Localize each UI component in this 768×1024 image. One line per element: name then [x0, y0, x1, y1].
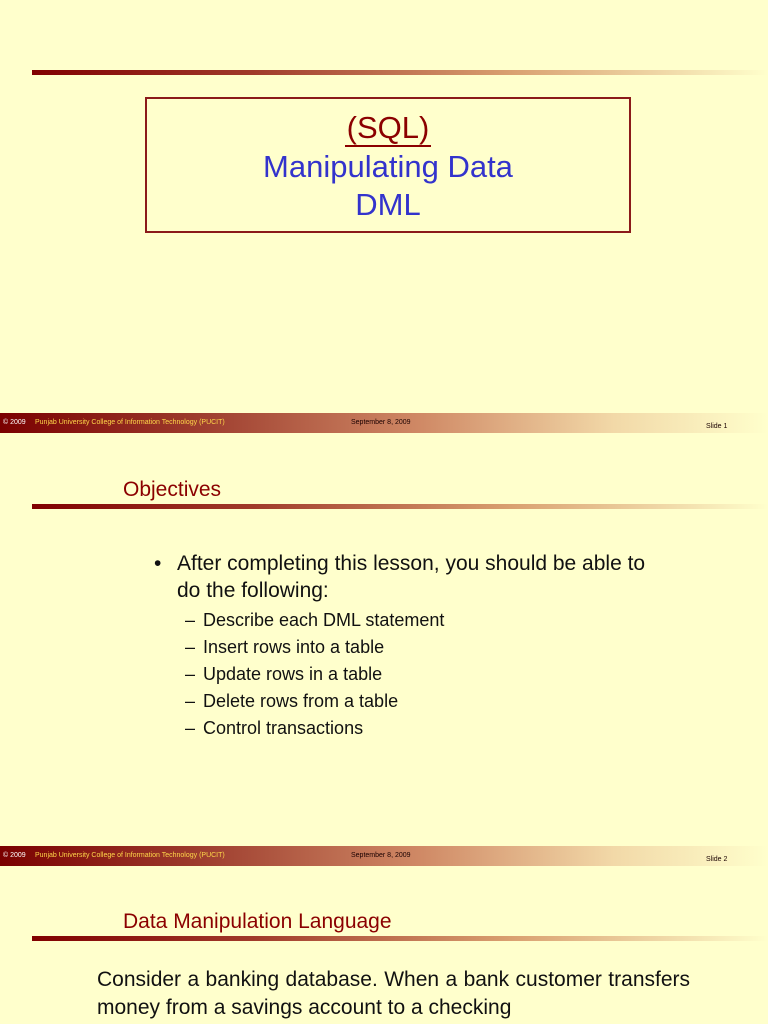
bullet-dot-icon: • [154, 552, 162, 575]
list-item-text: Delete rows from a table [203, 691, 399, 711]
list-item-text: Update rows in a table [203, 664, 383, 684]
body-paragraph: Consider a banking database. When a bank customer transfers money from a savings account to a checking [97, 968, 690, 1019]
title-dml: DML [355, 187, 421, 222]
slide-footer [0, 413, 768, 433]
list-item [185, 607, 674, 634]
dash-icon: – [185, 691, 196, 711]
footer-organization: Punjab University College of Information Technology (PUCIT) [35, 419, 225, 426]
main-bullet [154, 550, 674, 604]
footer-date: September 8, 2009 [351, 852, 411, 859]
list-item [185, 715, 674, 742]
dash-icon: – [185, 718, 196, 738]
list-item [185, 661, 674, 688]
list-item-text: Describe each DML statement [203, 610, 445, 630]
footer-slide-number: Slide 2 [706, 856, 728, 863]
footer-date: September 8, 2009 [351, 419, 411, 426]
sub-bullet-list [185, 607, 674, 742]
dash-icon: – [185, 610, 196, 630]
title-box [145, 97, 631, 233]
header-rule [32, 504, 768, 509]
footer-slide-number: Slide 1 [706, 423, 728, 430]
footer-organization: Punjab University College of Information Technology (PUCIT) [35, 852, 225, 859]
title-sql [147, 112, 629, 147]
slide-heading: Data Manipulation Language [123, 910, 392, 933]
slide-2 [0, 433, 768, 866]
slide-footer [0, 846, 768, 866]
list-item-text: Insert rows into a table [203, 637, 385, 657]
footer-copyright: © 2009 [3, 419, 26, 426]
footer-copyright: © 2009 [3, 852, 26, 859]
dash-icon: – [185, 664, 196, 684]
objectives-list [154, 550, 674, 742]
list-item-text: Control transactions [203, 718, 364, 738]
dash-icon: – [185, 637, 196, 657]
list-item [185, 688, 674, 715]
main-bullet-text: After completing this lesson, you should be able to do the following: [177, 552, 646, 602]
title-sql-text: (SQL) [346, 110, 430, 145]
slide-1 [0, 0, 768, 433]
header-rule [32, 936, 768, 941]
slide-3 [0, 866, 768, 1024]
slide-heading: Objectives [123, 478, 222, 501]
list-item [185, 634, 674, 661]
header-rule [32, 70, 768, 75]
title-manipulating-data: Manipulating Data [263, 149, 513, 184]
